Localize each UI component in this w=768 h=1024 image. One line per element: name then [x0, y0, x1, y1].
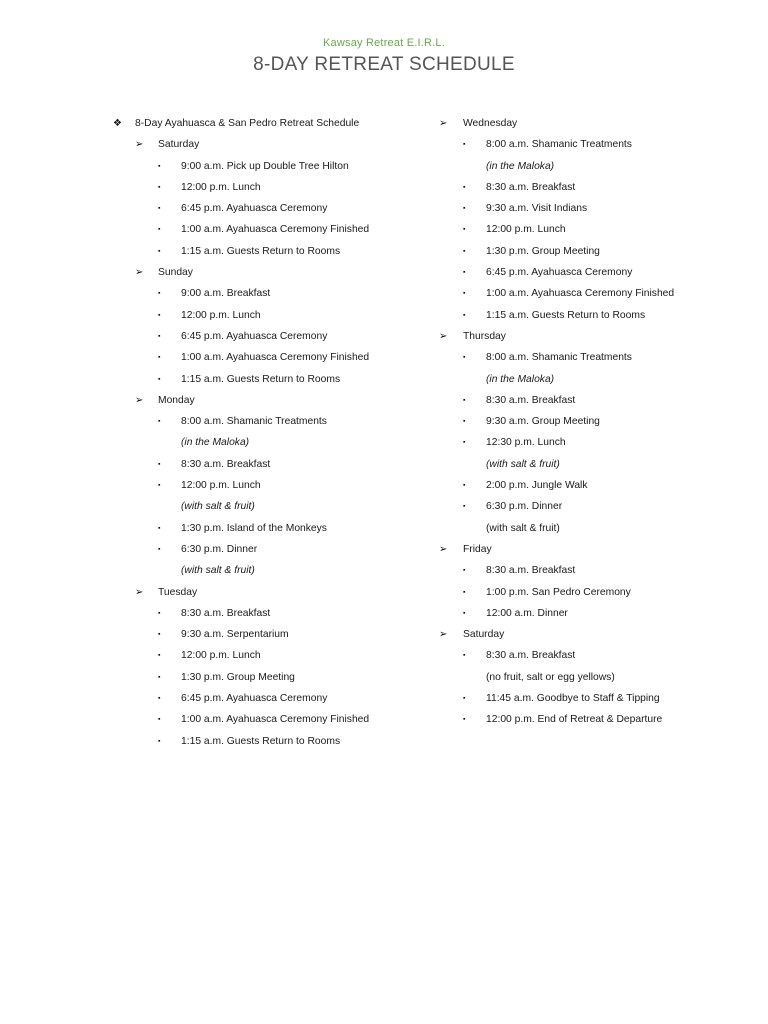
schedule-item-note [439, 156, 739, 177]
schedule-item [113, 177, 433, 198]
schedule-item-text: 8:30 a.m. Breakfast [486, 565, 576, 577]
schedule-item-text: 8:00 a.m. Shamanic Treatments [181, 416, 327, 428]
schedule-item-note [113, 496, 433, 517]
square-bullet-icon: ▪ [463, 567, 466, 575]
schedule-item-text: 12:30 p.m. Lunch [486, 437, 566, 449]
square-bullet-icon: ▪ [463, 311, 466, 319]
schedule-item-text: 1:30 p.m. Group Meeting [486, 245, 600, 257]
schedule-item [439, 496, 739, 517]
diamond-bullet-icon: ❖ [113, 118, 122, 129]
schedule-item [439, 241, 739, 262]
square-bullet-icon: ▪ [158, 652, 161, 660]
arrow-bullet-icon: ➢ [439, 629, 448, 641]
day-heading [439, 539, 739, 560]
square-bullet-icon: ▪ [463, 290, 466, 298]
schedule-item-text: 6:45 p.m. Ayahuasca Ceremony [181, 330, 328, 342]
schedule-item [113, 603, 433, 624]
schedule-item [439, 603, 739, 624]
schedule-item-text: 1:15 a.m. Guests Return to Rooms [181, 245, 341, 257]
schedule-item [113, 283, 433, 304]
schedule-item-text: 1:00 a.m. Ayahuasca Ceremony Finished [181, 714, 370, 726]
day-heading-text: Thursday [463, 330, 506, 342]
square-bullet-icon: ▪ [463, 269, 466, 277]
schedule-item-text: 6:30 p.m. Dinner [181, 543, 258, 555]
square-bullet-icon: ▪ [463, 354, 466, 362]
square-bullet-icon: ▪ [463, 141, 466, 149]
schedule-item [439, 432, 739, 453]
schedule-item-note-text: (no fruit, salt or egg yellows) [486, 671, 615, 683]
schedule-item-note [439, 667, 739, 688]
schedule-right-column [439, 113, 739, 731]
day-heading [113, 262, 433, 283]
schedule-item [113, 454, 433, 475]
schedule-item-text: 6:45 p.m. Ayahuasca Ceremony [181, 693, 328, 705]
square-bullet-icon: ▪ [463, 247, 466, 255]
schedule-item [113, 645, 433, 666]
schedule-item [113, 219, 433, 240]
schedule-item-text: 8:00 a.m. Shamanic Treatments [486, 352, 632, 364]
arrow-bullet-icon: ➢ [135, 267, 144, 279]
square-bullet-icon: ▪ [463, 652, 466, 660]
schedule-item [439, 219, 739, 240]
schedule-item-note-text: (with salt & fruit) [486, 522, 560, 534]
schedule-item [113, 305, 433, 326]
schedule-item [439, 347, 739, 368]
schedule-item [439, 688, 739, 709]
arrow-bullet-icon: ➢ [135, 139, 144, 151]
schedule-item-note [439, 454, 739, 475]
schedule-item-note-text: (in the Maloka) [486, 160, 555, 172]
square-bullet-icon: ▪ [463, 482, 466, 490]
schedule-item-text: 8:30 a.m. Breakfast [181, 458, 271, 470]
square-bullet-icon: ▪ [463, 695, 466, 703]
schedule-item-text: 1:15 a.m. Guests Return to Rooms [486, 309, 646, 321]
schedule-item-text: 8:00 a.m. Shamanic Treatments [486, 139, 632, 151]
schedule-item-text: 6:45 p.m. Ayahuasca Ceremony [181, 203, 328, 215]
square-bullet-icon: ▪ [158, 290, 161, 298]
schedule-item-text: 12:00 p.m. End of Retreat & Departure [486, 714, 663, 726]
schedule-item [439, 283, 739, 304]
schedule-item-note [113, 560, 433, 581]
day-heading [439, 113, 739, 134]
schedule-item [113, 731, 433, 752]
square-bullet-icon: ▪ [158, 737, 161, 745]
schedule-left-column [113, 113, 433, 752]
schedule-item-text: 1:30 p.m. Group Meeting [181, 671, 295, 683]
square-bullet-icon: ▪ [463, 418, 466, 426]
day-heading [113, 390, 433, 411]
company-name: Kawsay Retreat E.I.R.L. [323, 37, 445, 49]
schedule-item-text: 12:00 a.m. Dinner [486, 607, 568, 619]
schedule-item-note [439, 369, 739, 390]
schedule-item [439, 709, 739, 730]
schedule-item-note-text: (with salt & fruit) [181, 565, 255, 577]
schedule-item [439, 305, 739, 326]
schedule-item [113, 198, 433, 219]
schedule-item-text: 11:45 a.m. Goodbye to Staff & Tipping [486, 693, 660, 705]
schedule-item-text: 9:30 a.m. Visit Indians [486, 203, 588, 215]
schedule-item-text: 1:15 a.m. Guests Return to Rooms [181, 735, 341, 747]
square-bullet-icon: ▪ [158, 418, 161, 426]
schedule-item [113, 688, 433, 709]
square-bullet-icon: ▪ [158, 716, 161, 724]
square-bullet-icon: ▪ [463, 396, 466, 404]
schedule-item-text: 8:30 a.m. Breakfast [486, 181, 576, 193]
arrow-bullet-icon: ➢ [439, 543, 448, 555]
schedule-item-note-text: (in the Maloka) [486, 373, 555, 385]
schedule-item-note-text: (in the Maloka) [181, 437, 250, 449]
arrow-bullet-icon: ➢ [439, 330, 448, 342]
square-bullet-icon: ▪ [158, 375, 161, 383]
day-heading [439, 624, 739, 645]
square-bullet-icon: ▪ [158, 247, 161, 255]
square-bullet-icon: ▪ [463, 588, 466, 596]
schedule-item [113, 624, 433, 645]
schedule-item [113, 241, 433, 262]
square-bullet-icon: ▪ [158, 673, 161, 681]
schedule-item-text: 1:15 a.m. Guests Return to Rooms [181, 373, 341, 385]
schedule-item [113, 709, 433, 730]
square-bullet-icon: ▪ [158, 205, 161, 213]
schedule-item-text: 12:00 p.m. Lunch [181, 181, 261, 193]
day-heading-text: Friday [463, 543, 492, 555]
day-heading [113, 582, 433, 603]
square-bullet-icon: ▪ [158, 226, 161, 234]
square-bullet-icon: ▪ [463, 439, 466, 447]
schedule-item-note-text: (with salt & fruit) [181, 501, 255, 513]
square-bullet-icon: ▪ [463, 503, 466, 511]
schedule-item-note-text: (with salt & fruit) [486, 458, 560, 470]
schedule-item [439, 177, 739, 198]
schedule-item-note [439, 518, 739, 539]
day-heading-text: Monday [158, 394, 195, 406]
schedule-item-text: 8:30 a.m. Breakfast [486, 394, 576, 406]
square-bullet-icon: ▪ [158, 183, 161, 191]
schedule-item-text: 1:30 p.m. Island of the Monkeys [181, 522, 327, 534]
day-heading-text: Tuesday [158, 586, 198, 598]
day-heading-text: Saturday [158, 139, 200, 151]
square-bullet-icon: ▪ [158, 631, 161, 639]
schedule-item [439, 475, 739, 496]
square-bullet-icon: ▪ [158, 482, 161, 490]
schedule-item-text: 1:00 p.m. San Pedro Ceremony [486, 586, 631, 598]
schedule-item-text: 2:00 p.m. Jungle Walk [486, 480, 588, 492]
arrow-bullet-icon: ➢ [135, 394, 144, 406]
square-bullet-icon: ▪ [158, 311, 161, 319]
schedule-item-text: 8:30 a.m. Breakfast [181, 607, 271, 619]
schedule-item-text: 1:00 a.m. Ayahuasca Ceremony Finished [181, 224, 370, 236]
schedule-item-note [113, 432, 433, 453]
schedule-item [113, 156, 433, 177]
schedule-item-text: 9:00 a.m. Breakfast [181, 288, 271, 300]
schedule-item-text: 6:45 p.m. Ayahuasca Ceremony [486, 267, 633, 279]
schedule-item-text: 9:00 a.m. Pick up Double Tree Hilton [181, 160, 349, 172]
day-heading-text: Wednesday [463, 118, 518, 129]
arrow-bullet-icon: ➢ [135, 586, 144, 598]
schedule-heading [113, 113, 433, 134]
schedule-item-text: 12:00 p.m. Lunch [181, 309, 261, 321]
page-title: 8-DAY RETREAT SCHEDULE [253, 54, 515, 75]
schedule-item-text: 12:00 p.m. Lunch [486, 224, 566, 236]
schedule-item [439, 560, 739, 581]
square-bullet-icon: ▪ [158, 460, 161, 468]
square-bullet-icon: ▪ [158, 354, 161, 362]
square-bullet-icon: ▪ [463, 205, 466, 213]
schedule-item [439, 134, 739, 155]
schedule-item [439, 645, 739, 666]
square-bullet-icon: ▪ [158, 609, 161, 617]
schedule-item-text: 9:30 a.m. Serpentarium [181, 629, 289, 641]
schedule-item-text: 1:00 a.m. Ayahuasca Ceremony Finished [181, 352, 370, 364]
square-bullet-icon: ▪ [158, 695, 161, 703]
schedule-item [439, 411, 739, 432]
square-bullet-icon: ▪ [158, 524, 161, 532]
schedule-item [113, 347, 433, 368]
schedule-item [439, 390, 739, 411]
square-bullet-icon: ▪ [463, 226, 466, 234]
schedule-item [113, 475, 433, 496]
schedule-heading-text: 8-Day Ayahuasca & San Pedro Retreat Schedule [135, 118, 360, 129]
schedule-item-text: 1:00 a.m. Ayahuasca Ceremony Finished [486, 288, 675, 300]
schedule-item [113, 326, 433, 347]
schedule-item [113, 369, 433, 390]
day-heading-text: Sunday [158, 267, 193, 279]
square-bullet-icon: ▪ [158, 332, 161, 340]
square-bullet-icon: ▪ [158, 162, 161, 170]
schedule-item [439, 262, 739, 283]
schedule-item [113, 539, 433, 560]
square-bullet-icon: ▪ [158, 545, 161, 553]
schedule-item [439, 582, 739, 603]
schedule-item-text: 12:00 p.m. Lunch [181, 480, 261, 492]
schedule-item [113, 411, 433, 432]
square-bullet-icon: ▪ [463, 609, 466, 617]
schedule-item [113, 518, 433, 539]
schedule-item-text: 8:30 a.m. Breakfast [486, 650, 576, 662]
square-bullet-icon: ▪ [463, 183, 466, 191]
schedule-item [113, 667, 433, 688]
schedule-item-text: 9:30 a.m. Group Meeting [486, 416, 600, 428]
square-bullet-icon: ▪ [463, 716, 466, 724]
day-heading [439, 326, 739, 347]
arrow-bullet-icon: ➢ [439, 118, 448, 129]
day-heading [113, 134, 433, 155]
schedule-item [439, 198, 739, 219]
schedule-item-text: 12:00 p.m. Lunch [181, 650, 261, 662]
day-heading-text: Saturday [463, 629, 505, 641]
schedule-item-text: 6:30 p.m. Dinner [486, 501, 563, 513]
